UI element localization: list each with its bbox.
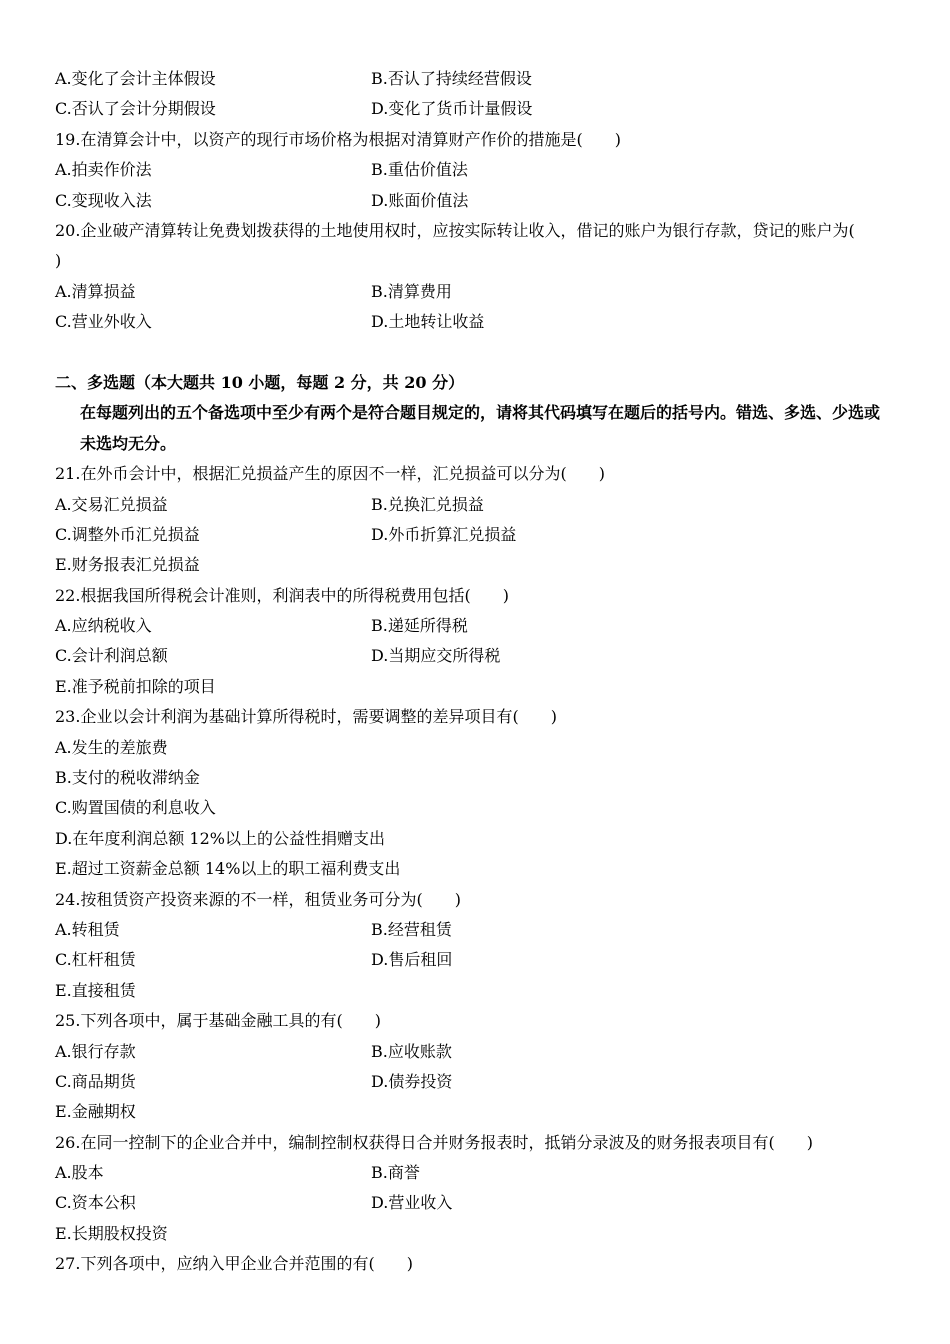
exam-page [55,64,895,1280]
option-d: D.土地转让收益 [371,312,485,332]
option-d: D.当期应交所得税 [371,646,501,666]
option-d: D.在年度利润总额 12%以上的公益性捐赠支出 [55,828,385,848]
question-23-stem: 23.企业以会计利润为基础计算所得税时，需要调整的差异项目有( ) [55,707,557,727]
q24-options-row-1 [55,915,895,945]
option-d: D.外币折算汇兑损益 [371,524,517,544]
option-e: E.超过工资薪金总额 14%以上的职工福利费支出 [55,859,401,879]
option-e: E.直接租赁 [55,980,136,1000]
q20-options-row-2 [55,307,895,337]
question-24-stem: 24.按租赁资产投资来源的不一样，租赁业务可分为( ) [55,889,461,909]
option-e: E.财务报表汇兑损益 [55,555,200,575]
q19-options-row-1 [55,155,895,185]
option-c: C.会计利润总额 [55,646,168,666]
option-b: B.商誉 [371,1163,420,1183]
option-c: C.杠杆租赁 [55,950,136,970]
section-spacer [55,338,895,368]
option-d: D.营业收入 [371,1193,453,1213]
q19-options-row-2 [55,186,895,216]
option-a: A.转租赁 [55,919,120,939]
question-19-stem: 19.在清算会计中，以资产的现行市场价格为根据对清算财产作价的措施是( ) [55,129,621,149]
option-d: D.债券投资 [371,1071,453,1091]
option-e: E.金融期权 [55,1102,136,1122]
option-d: D.变化了货币计量假设 [371,99,533,119]
option-c: C.营业外收入 [55,312,152,332]
option-b: B.重估价值法 [371,160,468,180]
option-c: C.否认了会计分期假设 [55,99,216,119]
q26-options-row-1 [55,1158,895,1188]
option-e: E.长期股权投资 [55,1223,168,1243]
option-b: B.清算费用 [371,281,452,301]
option-c: C.商品期货 [55,1071,136,1091]
prev-options-row-1 [55,64,895,94]
q26-options-row-2 [55,1188,895,1218]
q22-options-row-2 [55,641,895,671]
option-a: A.银行存款 [55,1041,136,1061]
option-c: C.变现收入法 [55,190,152,210]
option-c: C.购置国债的利息收入 [55,798,216,818]
q21-options-row-2 [55,520,895,550]
option-a: A.变化了会计主体假设 [55,69,216,88]
option-b: B.经营租赁 [371,919,452,939]
q22-options-row-1 [55,611,895,641]
question-22-stem: 22.根据我国所得税会计准则，利润表中的所得税费用包括( ) [55,585,509,605]
question-26-stem: 26.在同一控制下的企业合并中，编制控制权获得日合并财务报表时，抵销分录波及的财务报表项目有( ) [55,1132,813,1152]
option-b: B.递延所得税 [371,616,468,636]
section-2-title: 二、多选题（本大题共 10 小题，每题 2 分，共 20 分） [55,372,465,392]
question-25-stem: 25.下列各项中，属于基础金融工具的有( ) [55,1011,381,1031]
option-b: B.否认了持续经营假设 [371,69,532,88]
option-b: B.应收账款 [371,1041,452,1061]
section-2-instructions: 在每题列出的五个备选项中至少有两个是符合题目规定的，请将其代码填写在题后的括号内。错选、多选、少选或未选均无分。 [80,403,881,453]
q24-options-row-2 [55,945,895,975]
option-a: A.应纳税收入 [55,616,152,636]
question-21-stem: 21.在外币会计中，根据汇兑损益产生的原因不一样，汇兑损益可以分为( ) [55,464,605,484]
q20-options-row-1 [55,277,895,307]
option-a: A.拍卖作价法 [55,160,152,180]
option-e: E.准予税前扣除的项目 [55,676,216,696]
option-d: D.售后租回 [371,950,453,970]
option-a: A.清算损益 [55,281,136,301]
option-a: A.股本 [55,1163,104,1183]
option-d: D.账面价值法 [371,190,469,210]
question-27-stem: 27.下列各项中，应纳入甲企业合并范围的有( ) [55,1254,413,1274]
prev-options-row-2 [55,94,895,124]
question-20-stem-end: ) [55,251,62,271]
option-a: A.交易汇兑损益 [55,494,168,514]
q21-options-row-1 [55,490,895,520]
option-b: B.兑换汇兑损益 [371,494,484,514]
question-20-stem: 20.企业破产清算转让免费划拨获得的土地使用权时，应按实际转让收入，借记的账户为银行存款，贷记的账户为( [55,220,855,240]
option-c: C.调整外币汇兑损益 [55,524,200,544]
option-b: B.支付的税收滞纳金 [55,768,200,788]
option-a: A.发生的差旅费 [55,737,168,757]
q25-options-row-2 [55,1067,895,1097]
option-c: C.资本公积 [55,1193,136,1213]
q25-options-row-1 [55,1037,895,1067]
